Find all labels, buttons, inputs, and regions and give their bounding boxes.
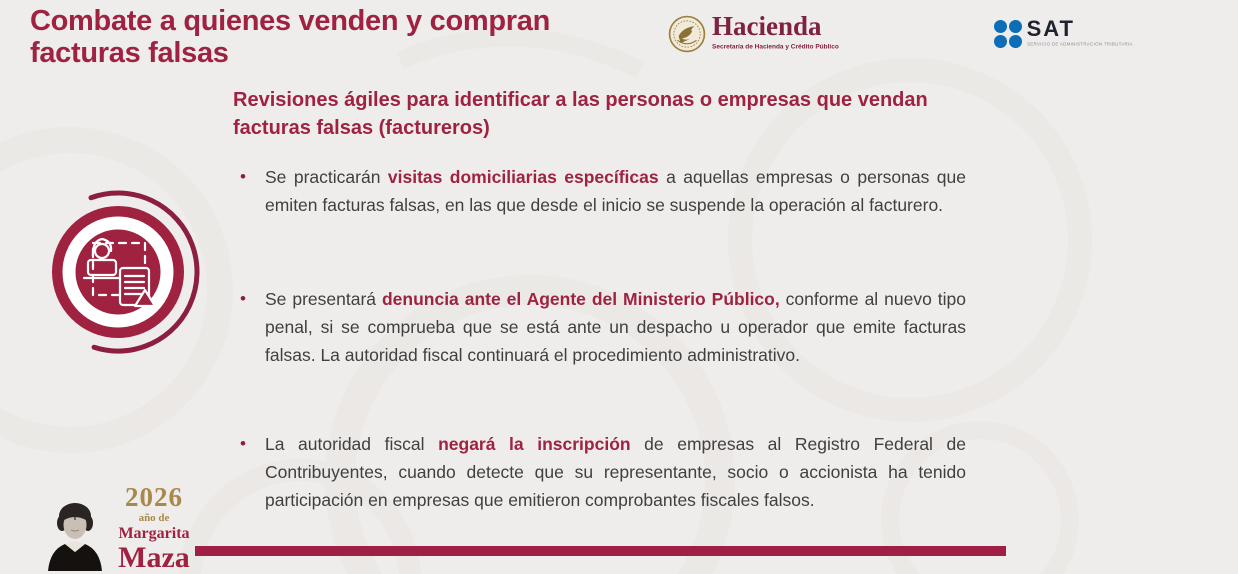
bottom-accent-bar	[195, 546, 1006, 556]
section-subtitle: Revisiones ágiles para identificar a las personas o empresas que vendan facturas falsas (factureros)	[233, 89, 928, 139]
sat-wordmark: SAT	[1026, 15, 1075, 41]
bullet-item-1	[240, 163, 966, 219]
page-title: Combate a quienes venden y compran facturas falsas	[30, 5, 550, 69]
bullet-item-2	[240, 285, 966, 369]
margarita-maza-portrait	[42, 494, 108, 571]
hacienda-text-block	[712, 10, 966, 56]
commemorative-name-first: Margarita	[118, 525, 190, 542]
bullet-marker: •	[240, 167, 246, 186]
bullet-highlight: negará la inscripción	[438, 434, 631, 454]
bullet-highlight: denuncia ante el Agente del Ministerio Público,	[381, 289, 780, 309]
facturero-circle-icon	[32, 184, 204, 356]
bullet-text-post: de empresas al Registro Federal de Contribuyentes, cuando detecte que su representante, socio o accionista ha tenido participación en empresas que emitieron comprobantes fiscales falsos.	[265, 434, 966, 510]
hacienda-wordmark: Hacienda	[712, 10, 822, 41]
sat-text-block	[1026, 15, 1238, 51]
bullet-text-pre: Se practicarán	[265, 167, 388, 187]
commemorative-year-block	[102, 484, 206, 573]
bullet-text-post: a aquellas empresas o personas que emiten facturas falsas, en las que desde el inicio se suspende la operación al facturero.	[265, 167, 966, 215]
hacienda-logo	[668, 10, 966, 56]
commemorative-year: 2026	[125, 482, 183, 512]
bullet-text-pre: Se presentará	[265, 289, 382, 309]
bullet-item-3	[240, 430, 966, 514]
bullet-text-pre: La autoridad fiscal	[265, 434, 439, 454]
commemorative-year-of: año de	[138, 512, 170, 524]
sat-logo	[994, 15, 1238, 51]
bullet-text-post: conforme al nuevo tipo penal, si se comprueba que se está ante un despacho u operador que emite facturas falsas. La autoridad fiscal continuará el procedimiento administrativo.	[265, 289, 966, 365]
bullet-marker: •	[240, 434, 246, 453]
sat-subtitle: SERVICIO DE ADMINISTRACIÓN TRIBUTARIA	[1026, 41, 1133, 46]
bullet-marker: •	[240, 289, 246, 308]
bullet-highlight: visitas domiciliarias específicas	[387, 167, 659, 187]
hacienda-eagle-seal-icon	[668, 15, 706, 53]
hacienda-subtitle: Secretaría de Hacienda y Crédito Público	[712, 42, 839, 50]
government-header	[668, 8, 1133, 60]
commemorative-name-last: Maza	[118, 541, 190, 574]
sat-dots-icon	[994, 20, 1022, 48]
